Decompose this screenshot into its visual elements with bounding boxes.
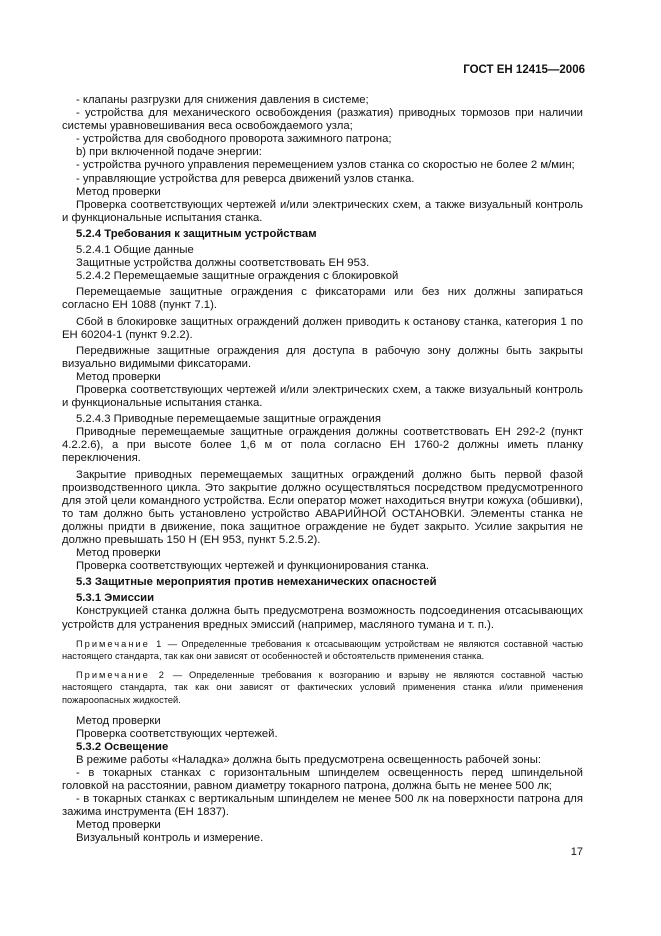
list-item: - в токарных станках с горизонтальным шпинделем освещенность перед шпиндельной головкой на расстоянии, равном диаметру токарного патрона, должна быть не менее 500 лк; bbox=[62, 767, 583, 793]
paragraph: Проверка соответствующих чертежей и/или электрических схем, а также визуальный контроль и функциональные испытания станка. bbox=[62, 198, 583, 224]
note-text: — Определенные требования к отсасывающим устройствам не являются составной частью настоящего стандарта, так как они зависят от особенностей и обстоятельств применения станка. bbox=[62, 638, 583, 662]
paragraph: Приводные перемещаемые защитные ограждения должны соответствовать ЕН 292-2 (пункт 4.2.2.6), а при высоте более 1,6 м от пола согласно ЕН 1760-2 должны иметь планку переключения. bbox=[62, 426, 583, 465]
paragraph: Визуальный контроль и измерение. bbox=[76, 832, 264, 845]
list-item: - устройства для свободного проворота зажимного патрона; bbox=[76, 133, 392, 146]
method-label: Метод проверки bbox=[76, 185, 161, 198]
note-label: Примечание 2 bbox=[76, 669, 166, 680]
note bbox=[62, 638, 583, 663]
note-label: Примечание 1 bbox=[76, 638, 164, 649]
paragraph: Перемещаемые защитные ограждения с фиксаторами или без них должны запираться согласно ЕН 1088 (пункт 7.1). bbox=[62, 286, 583, 312]
list-item: - клапаны разгрузки для снижения давления в системе; bbox=[76, 94, 369, 106]
paragraph: В режиме работы «Наладка» должна быть предусмотрена освещенность рабочей зоны: bbox=[76, 753, 542, 766]
list-item: - управляющие устройства для реверса движений узлов станка. bbox=[76, 172, 415, 185]
paragraph: Защитные устройства должны соответствовать ЕН 953. bbox=[76, 257, 370, 270]
section-heading: 5.3.2 Освещение bbox=[76, 740, 169, 753]
method-label: Метод проверки bbox=[76, 547, 161, 560]
paragraph: Проверка соответствующих чертежей. bbox=[76, 727, 278, 740]
list-item: - устройства ручного управления перемещением узлов станка со скоростью не более 2 м/мин; bbox=[76, 159, 575, 172]
paragraph: Передвижные защитные ограждения для доступа в рабочую зону должны быть закрыты визуально видимыми фиксаторами. bbox=[62, 344, 583, 370]
list-item: - в токарных станках с вертикальным шпинделем не менее 500 лк на поверхности патрона для зажима инструмента (ЕН 1837). bbox=[62, 793, 583, 819]
list-item: b) при включенной подаче энергии: bbox=[76, 146, 262, 159]
document-header-code: ГОСТ ЕН 12415—2006 bbox=[463, 64, 585, 76]
method-label: Метод проверки bbox=[76, 370, 161, 383]
section-heading: 5.3 Защитные мероприятия против немеханических опасностей bbox=[76, 576, 437, 589]
note-text: — Определенные требования к возгоранию и взрыву не являются составной частью настоящего стандарта, так как они зависят от фактических условий применения станка и/или применения пожароопасных жидкостей. bbox=[62, 669, 583, 706]
section-heading: 5.2.4 Требования к защитным устройствам bbox=[76, 227, 317, 240]
paragraph: Конструкцией станка должна быть предусмотрена возможность подсоединения отсасывающих устройств для устранения вредных эмиссий (например, масляного тумана и т. п.). bbox=[62, 605, 583, 631]
section-heading: 5.3.1 Эмиссии bbox=[76, 592, 155, 605]
subsection-heading: 5.2.4.1 Общие данные bbox=[76, 244, 194, 257]
subsection-heading: 5.2.4.3 Приводные перемещаемые защитные ограждения bbox=[76, 413, 381, 426]
list-item: - устройства для механического освобождения (разжатия) приводных тормозов при наличии системы уравновешивания веса освобождаемого узла; bbox=[62, 107, 583, 133]
paragraph: Проверка соответствующих чертежей и/или электрических схем, а также визуальный контроль и функциональные испытания станка. bbox=[62, 383, 583, 410]
method-label: Метод проверки bbox=[76, 714, 161, 727]
page-number: 17 bbox=[570, 846, 583, 858]
note bbox=[62, 669, 583, 707]
method-label: Метод проверки bbox=[76, 819, 161, 832]
subsection-heading: 5.2.4.2 Перемещаемые защитные ограждения с блокировкой bbox=[76, 270, 399, 283]
document-body bbox=[62, 94, 583, 846]
paragraph: Закрытие приводных перемещаемых защитных ограждений должно быть первой фазой производственного цикла. Это закрытие должно осуществляться посредством предусмотренного для этой цели командного устройства. Если оператор может находиться внутри кожуха (обшивки), то там должно быть установлено устройство АВАРИЙНОЙ ОСТАНОВКИ. Элементы станка не должны придти в движение, пока защитное ограждение не будет закрыто. Усилие закрытия не должно превышать 150 Н (ЕН 953, пункт 5.2.5.2). bbox=[62, 468, 583, 546]
paragraph: Проверка соответствующих чертежей и функционирования станка. bbox=[76, 560, 430, 573]
paragraph: Сбой в блокировке защитных ограждений должен приводить к останову станка, категория 1 по ЕН 60204-1 (пункт 9.2.2). bbox=[62, 315, 583, 341]
